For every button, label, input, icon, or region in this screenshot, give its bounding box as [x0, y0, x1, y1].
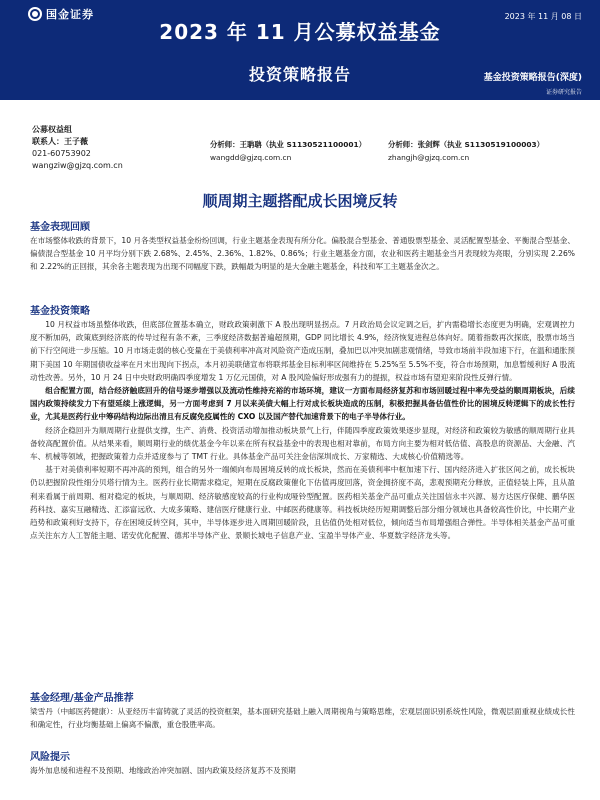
section-performance-review — [30, 222, 575, 274]
paragraph: 组合配置方面，结合经济触底回升的信号逐步增强以及流动性维持充裕的市场环境，建议一方面布局经济复苏和市场回暖过程中率先受益的顺周期板块，后续国内政策持续发力下有望延续上涨逻辑，另一方面考虑到 7 月以来美债大幅上行对成长板块造成的压制，积极把握具备估值性价比的困境反转逻辑下的成长性行业，尤其是医药行业中筹码结构边际出清且有反腐免疫属性的 CXO 以及国产替代加速背景下的电子半导体行业。 — [30, 386, 575, 422]
section-risk — [30, 752, 575, 777]
section-heading: 基金经理/基金产品推荐 — [30, 693, 134, 704]
team-name: 公募权益组 — [32, 125, 72, 134]
analyst-1-line: 分析师：王聃聃（执业 S1130521100001） — [210, 140, 367, 149]
analyst-1-email: wangdd@gjzq.com.cn — [210, 153, 292, 162]
section-investment-strategy — [30, 306, 575, 542]
analyst-1 — [210, 138, 366, 164]
header-banner — [0, 0, 600, 100]
paragraph: 10 月权益市场虽整体收跌，但底部位置基本确立，财政政策刺激下 A 股出现明显拐点。7 月政治局会议定调之后，扩内需稳增长态度更为明确，宏观调控力度不断加码，政策底到经济底的传导过程有条不紊，三季度经济数据普遍超预期，GDP 同比增长 4.9%，经济恢复进程总体向好。随着指数再次探底，股票市场当前下行空间进一步压缩。10 月市场走弱的核心变量在于美债利率冲高对风险资产造成压制，叠加巴以冲突加剧悲观情绪，导致市场前半段加速下行，在温和通胀预期下美国 10 年期国债收益率在月末出现向下拐点，本月初美联储宣布将联邦基金目标利率区间维持在 5.25%至 5.5%不变，符合市场预期，加息暂缓利好 A 股流动性改善。另外，10 月 24 日中央财政明确四季度增发 1 万亿元国债，对 A 股风险偏好形成强有力的提振，权益市场有望迎来阶段性反弹行情。 — [30, 320, 575, 382]
analyst-2-line: 分析师：张剑辉（执业 S1130519100003） — [388, 140, 545, 149]
contact-block — [32, 124, 182, 172]
logo-text: 国金证券 — [46, 8, 94, 21]
paragraph: 海外加息缓和进程不及预期、地缘政治冲突加剧、国内政策及经济复苏不及预期 — [30, 766, 296, 775]
contact-person: 联系人：王子薇 — [32, 137, 88, 146]
section-recommendation — [30, 693, 575, 731]
report-date: 2023 年 11 月 08 日 — [504, 12, 582, 21]
report-title-line1: 2023 年 11 月公募权益基金 — [159, 20, 441, 44]
paragraph: 经济企稳回升为顺周期行业提供支撑，生产、消费、投资活动增加推动板块景气上行，伴随四季度政策效果逐步显现，对经济和政策较为敏感的顺周期行业具备较高配置价值。从结果来看，顺周期行业的绩优基金今年以来在所有权益基金中的表现也相对靠前，布局方向主要为相对低估值、高股息的资源品、大金融、汽车、机械等领域，把握政策着力点并适度参与了 TMT 行业。具体基金产品可关注金信深圳成长、万家精选、大成核心价值精选等。 — [30, 425, 575, 462]
paragraph: 在市场整体收跌的背景下，10 月各类型权益基金纷纷回调，行业主题基金表现有所分化。偏股混合型基金、普通股票型基金、灵活配置型基金、平衡混合型基金、偏债混合型基金 10 月平均分别下跌 2.68%、2.45%、2.36%、1.82%、0.86%；行业主题基金方面，农业和医药主题基金当月表现较为亮眼，分别实现 2.26%和 2.22%的正回报，其余各主题表现为出现不同幅度下跌，跌幅最为明显的是大金融主题基金，科技和军工主题基金次之。 — [30, 236, 575, 272]
section-heading: 基金表现回顾 — [30, 222, 90, 233]
paragraph: 梁雪丹（中邮医药健康）：从亚经历丰富铸就了灵活的投资框架，基本面研究基础上融入周期视角与策略思维，宏观层面识别系统性风险，微观层面重视业绩成长性和确定性，行业均衡基础上偏离不偏激，重仓股胜率高。 — [30, 707, 575, 730]
report-title-line2: 投资策略报告 — [248, 65, 351, 84]
analyst-2-email: zhangjh@gjzq.com.cn — [388, 153, 470, 162]
section-heading: 风险提示 — [30, 752, 70, 763]
paragraph: 基于对美债利率短期不再冲高的预判，组合的另外一端倾向布局困境反转的成长板块，然而在美债利率中枢加速下行、国内经济进入扩张区间之前，成长板块仍以把握阶段性细分贝塔行情为主。医药行业长期需求稳定，短期在反腐政策催化下估值再度回落，资金拥挤度不高，悲观预期充分释放，正值轻装上阵，且从盈利来看属于前周期、相对稳定的板块，与顺周期、经济敏感度较高的行业构成哑铃型配置。医药相关基金产品可重点关注国信永丰兴源、易方达医疗保健、鹏华医药科技、嘉实互融精选、汇添富远欣、大成多策略、建信医疗健康行业、中邮医药健康等。科技板块经历短期调整后部分细分领域也具备较高性价比，中长期产业趋势和政策利好支持下，存在困境反转空间，其中，半导体逐步进入周期回暖阶段，且估值仍处相对低位，倾向适当布局增强组合弹性。半导体相关基金产品可重点关注东方人工智能主题、诺安优化配置、德邦半导体产业、景顺长城电子信息产业、宝盈半导体产业、华夏数字经济龙头等。 — [30, 465, 575, 541]
contact-email: wangziw@gjzq.com.cn — [32, 161, 123, 170]
department: 证券研究报告 — [545, 89, 582, 96]
doc-title: 顺周期主题搭配成长困境反转 — [202, 192, 398, 210]
report-type: 基金投资策略报告(深度) — [483, 73, 582, 83]
analyst-2 — [388, 138, 544, 164]
section-heading: 基金投资策略 — [30, 306, 90, 317]
contact-phone: 021-60753902 — [32, 149, 91, 158]
